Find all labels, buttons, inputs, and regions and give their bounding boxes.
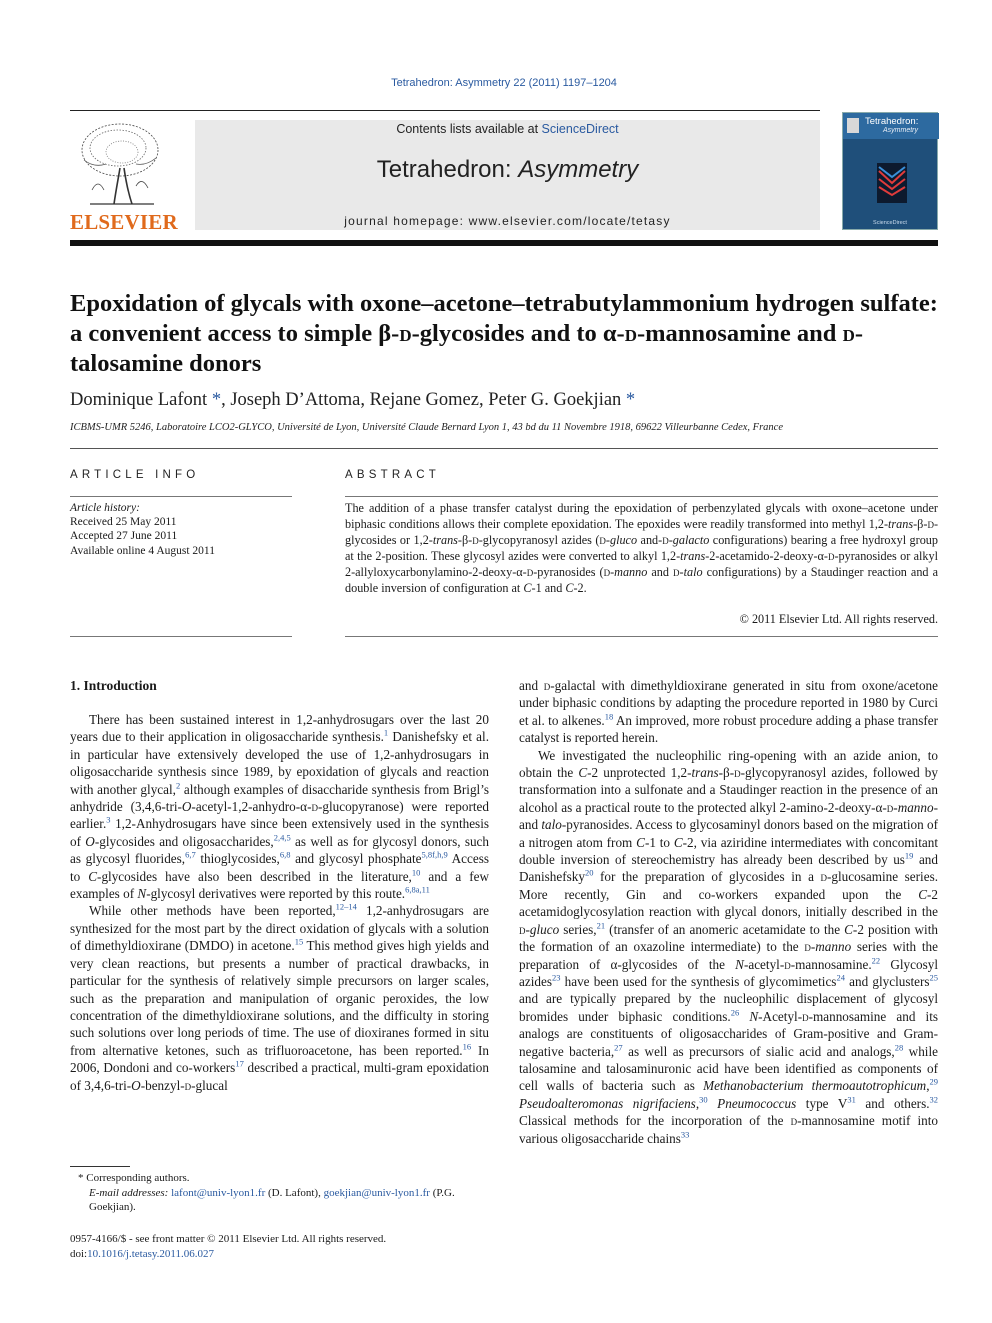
- citation-ref[interactable]: 21: [596, 920, 606, 931]
- citation-ref[interactable]: 12–14: [335, 902, 357, 913]
- citation-ref[interactable]: 2: [175, 780, 181, 791]
- citation-ref[interactable]: 10: [411, 867, 421, 878]
- contents-line: Contents lists available at ScienceDirect: [396, 122, 619, 136]
- corresponding-mark[interactable]: *: [207, 390, 222, 410]
- citation-ref[interactable]: 23: [551, 972, 561, 983]
- citation-ref[interactable]: 20: [584, 868, 594, 879]
- journal-homepage[interactable]: journal homepage: www.elsevier.com/locate/tetasy: [344, 214, 671, 228]
- body-column-right: [519, 677, 938, 1147]
- author-name[interactable]: Joseph D’Attoma: [230, 390, 361, 410]
- citation-ref[interactable]: 6,7: [185, 849, 196, 860]
- doi-line: doi:10.1016/j.tetasy.2011.06.027: [70, 1247, 215, 1260]
- citation-ref[interactable]: 19: [904, 850, 914, 861]
- citation-ref[interactable]: 28: [894, 1042, 904, 1053]
- citation-ref[interactable]: 29: [929, 1076, 938, 1087]
- front-matter-info: [70, 1232, 490, 1261]
- citation-ref[interactable]: 26: [730, 1007, 740, 1018]
- online-date: Available online 4 August 2011: [70, 544, 216, 557]
- author-name[interactable]: Dominique Lafont: [70, 390, 208, 410]
- corresponding-note: * Corresponding authors.: [78, 1172, 190, 1184]
- article-info-rule: [70, 636, 292, 637]
- article-info-heading: ARTICLE INFO: [70, 469, 200, 481]
- email-link[interactable]: goekjian@univ-lyon1.fr: [323, 1186, 430, 1199]
- paragraph: While other methods have been reported,$^{12-14}$ 1,2-anhydrosugars are synthesized for the most part by the direct oxidation of glycals with a solution of dimethyldioxirane (DMDO) in acetone.$^{15}$ This method gives high yields and very clean reactions, but presents a number of practical drawbacks, in particular for the synthesis of relatively simple precursors on larger scales, such as the preparation and manipulation of organic peroxides, the low concentration of the dimethyldioxirane solutions, and the difficulty in storing such solutions over long periods of time. The use of dioxiranes formed in situ from alternative ketones, such as trifluoroacetone, has been reported.$^{16}$ In 2006, Dondoni and co-workers$^{17}$ described a practical, multi-gram epoxidation of 3,4,6-tri-O-benzyl-d-glucal: [70, 902, 489, 1093]
- citation-ref[interactable]: 6,8: [279, 849, 291, 860]
- abstract-text: The addition of a phase transfer catalyst during the epoxidation of perbenzylated glycals with oxone–acetone under biphasic conditions allows their complete epoxidation. The epoxides were readily transformed into methyl 1,2-trans-β-d-glycosides or 1,2-trans-β-d-glycopyranosyl azides (d-gluco and-d-galacto configurations) bearing a free hydroxyl group at the 2-position. These glycosyl azides were converted to alkyl 1,2-trans-2-acetamido-2-deoxy-α-d-pyranosides or alkyl 2-allyloxycarbonylamino-2-deoxy-α-d-pyranosides (d-manno and d-talo configurations) by a Staudinger reaction and a double inversion of configuration at C-1 and C-2.: [345, 501, 938, 595]
- paragraph: and d-galactal with dimethyldioxirane generated in situ from oxone/acetone under biphasic conditions by adapting the procedure reported in 1980 by Curci et al. to alkenes.$^{18}$ An improved, more robust procedure adding a phase transfer catalyst is reported herein.: [519, 678, 939, 746]
- author-list: Dominique Lafont *, Joseph D’Attoma, Rejane Gomez, Peter G. Goekjian *: [70, 390, 636, 410]
- cover-footer: ScienceDirect: [873, 220, 907, 226]
- citation-ref[interactable]: 24: [836, 972, 845, 983]
- article-history: [70, 501, 292, 558]
- corresponding-mark[interactable]: *: [621, 390, 636, 410]
- issn-line: 0957-4166/$ - see front matter © 2011 Elsevier Ltd. All rights reserved.: [70, 1233, 387, 1245]
- article-info-rule: [70, 496, 292, 497]
- cover-graphic-icon: [877, 163, 907, 203]
- paragraph: There has been sustained interest in 1,2-anhydrosugars over the last 20 years due to their application in oligosaccharide synthesis.$^1$ Danishefsky et al. in particular have extensively developed the use of 1,2-anhydrosugars in oligosaccharide synthesis since 1989, by epoxidation of glycals and reaction with another glycal,$^2$ although examples of disaccharide synthesis from Brigl’s anhydride (3,4,6-tri-O-acetyl-1,2-anhydro-α-d-glucopyranose) were reported earlier.$^3$ 1,2-Anhydrosugars have since been extensively used in the synthesis of O-glycosides and oligosaccharides,$^{2,4,5}$ as well as for glycosyl donors, such as glycosyl fluorides,$^{6,7}$ thioglycosides,$^{6,8}$ and glycosyl phosphate$^{5,8f,h,9}$ Access to C-glycosides have also been described in the literature,$^{10}$ and a few examples of N-glycosyl derivatives were reported by this route.$^{6,8a,11}$: [70, 712, 489, 902]
- cover-badge: [847, 118, 859, 133]
- section-rule: [70, 448, 938, 449]
- citation-ref[interactable]: 2,4,5: [273, 832, 291, 843]
- footnote-rule: [70, 1166, 130, 1167]
- citation-ref[interactable]: 33: [680, 1129, 690, 1140]
- journal-citation[interactable]: Tetrahedron: Asymmetry 22 (2011) 1197–1204: [391, 77, 617, 89]
- email-note: E-mail addresses: lafont@univ-lyon1.fr (D. Lafont), goekjian@univ-lyon1.fr (P.G. Goekjian).: [89, 1186, 455, 1213]
- citation-ref[interactable]: 32: [929, 1094, 938, 1105]
- abstract-copyright: © 2011 Elsevier Ltd. All rights reserved.: [739, 612, 938, 626]
- author-name[interactable]: Peter G. Goekjian: [488, 390, 622, 410]
- abstract-heading: ABSTRACT: [345, 469, 440, 481]
- author-name[interactable]: Rejane Gomez: [369, 390, 479, 410]
- citation-ref[interactable]: 18: [604, 711, 614, 722]
- elsevier-logo[interactable]: [70, 120, 178, 234]
- body-column-left: [70, 711, 489, 1094]
- abstract-rule: [345, 496, 938, 497]
- accepted-date: Accepted 27 June 2011: [70, 530, 178, 543]
- citation-ref[interactable]: 3: [106, 815, 111, 826]
- doi-link[interactable]: 10.1016/j.tetasy.2011.06.027: [87, 1247, 215, 1260]
- citation-ref[interactable]: 17: [235, 1058, 244, 1069]
- citation-ref[interactable]: 5,8f,h,9: [421, 849, 448, 860]
- citation-ref[interactable]: 16: [462, 1041, 472, 1052]
- journal-title: Tetrahedron: Asymmetry: [376, 156, 639, 183]
- citation-ref[interactable]: 22: [871, 955, 881, 966]
- affiliation: ICBMS-UMR 5246, Laboratoire LCO2-GLYCO, Université de Lyon, Université Claude Bernard Lyon 1, 43 bd du 11 Novembre 1918, 69622 Villeurbanne Cedex, France: [70, 422, 783, 433]
- citation-ref[interactable]: 27: [614, 1042, 623, 1053]
- header-thick-rule: [70, 240, 938, 246]
- header-rule: [70, 110, 820, 111]
- abstract-rule: [345, 636, 938, 637]
- paragraph: We investigated the nucleophilic ring-opening with an azide anion, to obtain the C-2 unprotected 1,2-trans-β-d-glycopyranosyl azides, followed by transformation into a sulfonate and a Staudinger reaction in the presence of an alcohol as a practical route to the protected alkyl 2-amino-2-deoxy-α-d-manno- and talo-pyranosides. Access to glycosaminyl donors based on the migration of a nitrogen atom from C-1 to C-2, via aziridine intermediates with concomitant double inversion of stereochemistry has already been described by $us^{19}$ and Danishefsky$^{20}$ for the preparation of glycosides in a d-glucosamine series. More recently, Gin and co-workers expanded upon the C-2 acetamidoglycosylation reaction with glycal donors, initially described in the d-gluco series,$^{21}$ (transfer of an anomeric acetamidate to the C-2 position with the formation of an oxazoline intermediate) to the d-manno series with the preparation of α-glycosides of the N-acetyl-d-mannosamine.$^{22}$ Glycosyl azides$^{23}$ have been used for the synthesis of glycomimetics$^{24}$ and glyclusters$^{25}$ and are typically prepared by the nucleophilic displacement of glycosyl bromides under biphasic conditions.$^{26}$ N-Acetyl-d-mannosamine and its analogs are constituents of oligosaccharides of Gram-positive and Gram-negative bacteria,$^{27}$ as well as precursors of sialic acid and analogs,$^{28}$ while talosamine and talosaminuronic acid have been identified as components of cell walls of bacteria such as Methanobacterium thermoautotrophicum,$^{29}$ Pseudoalteromonas nigrifaciens,$^{30}$ Pneumococcus type $V^{31}$ and others.$^{32}$ Classical methods for the incorporation of the d-mannosamine motif into various oligosaccharide chains$^{33}$: [519, 747, 939, 1146]
- section-heading: 1. Introduction: [70, 678, 157, 693]
- citation-ref[interactable]: 25: [929, 972, 938, 983]
- citation-ref[interactable]: 6,8a,11: [405, 884, 430, 895]
- received-date: Received 25 May 2011: [70, 516, 177, 529]
- journal-masthead: [195, 120, 820, 230]
- footnote: [70, 1171, 489, 1215]
- citation-ref[interactable]: 15: [294, 936, 304, 947]
- sciencedirect-link[interactable]: ScienceDirect: [541, 122, 619, 136]
- history-label: Article history:: [70, 502, 140, 514]
- citation-ref[interactable]: 1: [383, 728, 389, 739]
- cover-title: Tetrahedron:: [865, 116, 919, 127]
- email-link[interactable]: lafont@univ-lyon1.fr: [171, 1186, 266, 1199]
- cover-subtitle: Asymmetry: [883, 127, 918, 134]
- citation-ref[interactable]: 31: [847, 1094, 856, 1105]
- article-title: Epoxidation of glycals with oxone–acetone–tetrabutylammonium hydrogen sulfate: a convenient access to simple β-d-glycosides and to α-d-mannosamine and d-talosamine donors: [70, 290, 938, 377]
- elsevier-wordmark: ELSEVIER: [70, 210, 178, 234]
- citation-ref[interactable]: 30: [699, 1094, 708, 1105]
- journal-cover[interactable]: [842, 112, 938, 230]
- elsevier-tree-icon: [70, 120, 170, 212]
